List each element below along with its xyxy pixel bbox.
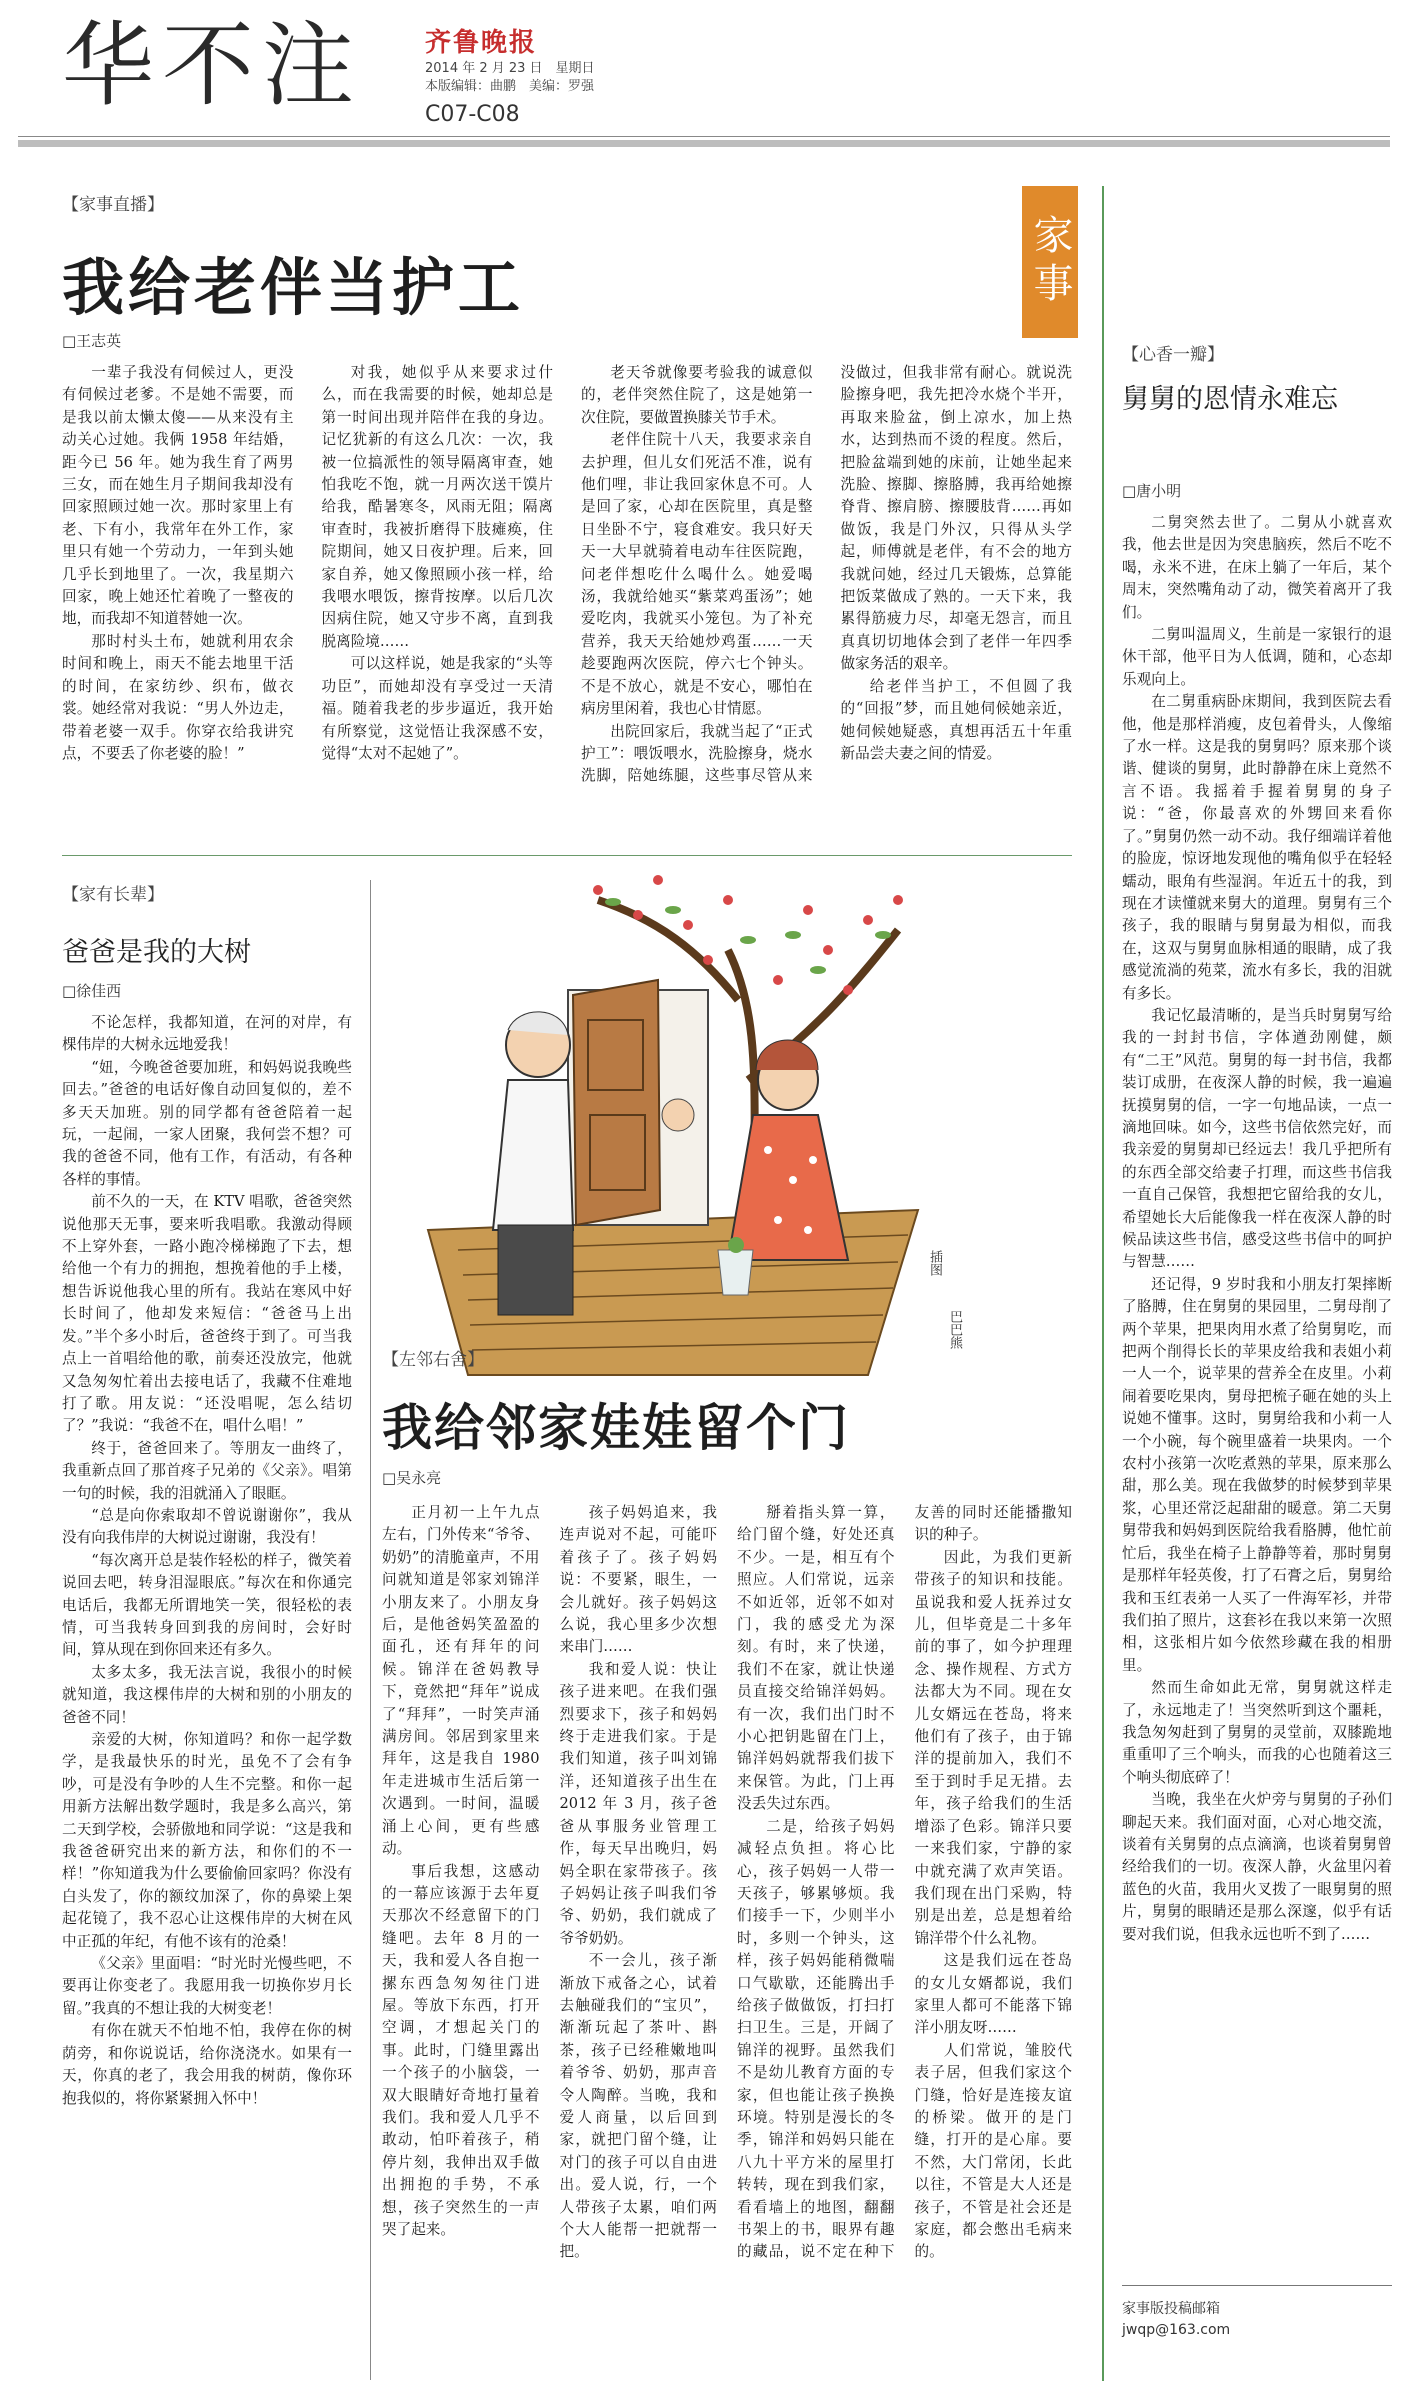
illustration-credit-name: 巴巴熊 [947,1310,962,1349]
page-range: C07-C08 [425,102,520,127]
article3-para: 正月初一上午九点左右，门外传来“爷爷、奶奶”的清脆童声，不用问就知道是邻家刘锦洋小朋友来了。小朋友身后，是他爸妈笑盈盈的面孔，还有拜年的问候。锦洋在爸妈教导下，竟然把“拜年”说成了“拜拜”，一时笑声涌满房间。邻居到家里来拜年，这是我自 1980 年走进城市生活后第一次遇到。一时间，温暖涌上心间，更有些感动。 [382,1504,540,1858]
article2-para: 前不久的一天，在 KTV 唱歌，爸爸突然说他那天无事，要来听我唱歌。我激动得顾不上穿外套，一路小跑冷梯梯跑了下去，想给他一个有力的拥抱，想挽着他的手上楼，想告诉说他我心里的所有。我站在寒风中好长时间了，他却发来短信：“爸爸马上出发。”半个多小时后，爸爸终于到了。可当我点上一首唱给他的歌，前奏还没放完，他就又急匆匆忙着出去接电话了，我藏不住难地打了歌。用友说：“还没唱呢，怎么结切了？”我说：“我爸不在，唱什么唱！” [62,1193,352,1435]
article3-para: 因此，为我们更新带孩子的知识和技能。虽说我和爱人抚养过女儿，但毕竟是二十多年前的事了，如今护理理念、操作规程、方式方法都大为不同。现在女儿女婿远在苍岛，将来他们有了孩子，由于锦洋的提前加入，我们不至于到时手足无措。去年，孩子给我们的生活增添了色彩。锦洋只要一来我们家，宁静的家中就充满了欢声笑语。我们现在出门采购，特别是出差，总是想着给锦洋带个什么礼物。 [914,1548,1072,1947]
article1-para: 那时村头土布，她就利用农余时间和晚上，雨天不能去地里干活的时间，在家纺纱、织布，做衣裳。她经常对我说：“男人外边走，带着老婆一双手。你穿衣给我讲究点，不要丢了你老婆的脸！” [62,632,294,762]
article4-para: 然而生命如此无常，舅舅就这样走了，永远地走了！当突然听到这个噩耗，我急匆匆赶到了舅舅的灵堂前，双膝跪地重重叩了三个响头，而我的心也随着这三个响头彻底碎了！ [1122,1679,1392,1786]
article3-column-tag: 【左邻右舍】 [382,1350,484,1370]
article2-para: “妞，今晚爸爸要加班，和妈妈说我晚些回去。”爸爸的电话好像自动回复似的，差不多天天加班。别的同学都有爸爸陪着一起玩，一起闹，一家人团聚，我何尝不想？可我的爸爸不同，他有工作，有活动，有各种各样的事情。 [62,1058,352,1188]
article3-para: 孩子妈妈追来，我连声说对不起，可能吓着孩子了。孩子妈妈说：不要紧，眼生，一会儿就好。孩子妈妈这么说，我心里多少次想来串门…… [559,1504,717,1656]
article3-byline: □吴永亮 [382,1469,442,1487]
masthead-bar [18,140,1390,147]
article3-para: 这是我们远在苍岛的女儿女婿都说，我们家里人都可不能落下锦洋小朋友呀…… [914,1952,1072,2037]
contact-label: 家事版投稿邮箱 [1122,2301,1220,2317]
article3-para: 我和爱人说：快让孩子进来吧。在我们强烈要求下，孩子和妈妈终于走进我们家。于是我们知道，孩子叫刘锦洋，还知道孩子出生在 2012 年 3 月，孩子爸爸从事服务业管理工作，每天早出晚归，妈妈全职在家带孩子。孩子妈妈让孩子叫我们爷爷、奶奶，我们就成了爷爷奶奶。 [559,1660,717,1947]
article1-para: 老天爷就像要考验我的诚意似的，老伴突然住院了，这是她第一次住院，要做置换膝关节手术。 [581,364,813,426]
article4-para: 还记得，9 岁时我和小朋友打架摔断了胳膊，住在舅舅的果园里，二舅母削了两个苹果，把果肉用水煮了给舅舅吃，而把两个削得长长的苹果皮给我和表姐小莉一人一个，说苹果的营养全在皮里。小莉闹着要吃果肉，舅母把梳子砸在她的头上说她不懂事。这时，舅舅给我和小莉一人一个小碗，每个碗里盛着一块果肉。一个农村小孩第一次吃煮熟的苹果，原来那么甜，那么美。现在我做梦的时候梦到苹果浆，心里还常泛起甜甜的暖意。第二天舅舅带我和妈妈到医院给我看胳膊，他忙前忙后，我坐在椅子上静静等着，那时舅舅是那样年轻英俊，打了石膏之后，舅舅给我和玉红表弟一人买了一件海军衫，并带我们拍了照片，这套衫在我以来第一次照相，这张相片如今依然珍藏在我的相册里。 [1122,1275,1392,1674]
article2-column-tag: 【家有长辈】 [62,885,164,905]
article4-column-tag: 【心香一瓣】 [1122,345,1224,365]
article2-divider [370,880,371,2380]
article2-byline: □徐佳西 [62,982,122,1000]
article2-para: “总是向你索取却不曾说谢谢你”，我从没有向我伟岸的大树说过谢谢，我没有！ [62,1506,352,1547]
article4-para: 二舅突然去世了。二舅从小就喜欢我，他去世是因为突患脑疾，然后不吃不喝，永米不进，在床上躺了一年后，某个周末，突然嘴角动了动，微笑着离开了我们。 [1122,514,1392,621]
article1-para: 一辈子我没有伺候过人，更没有伺候过老爹。不是她不需要，而是我以前太懒太傻——从来没有主动关心过她。我俩 1958 年结婚，距今已 56 年。她为我生育了两男三女，而在她生月子期间我却没有回家照顾过她一次。那时家里上有老、下有小，我常年在外工作，家里只有她一个劳动力，一年到头她几乎长到地里了。一次，我星期六回家，晚上她还忙着晚了一整夜的地，而我却不知道替她一次。 [62,364,294,628]
article1-para: 出院回家后，我就当起了“正式护工”：喂饭喂水，洗脸擦身，烧水洗脚，陪她练腿，这些事尽管从来没做过，但我非常有耐心。就说洗脸擦身吧，我先把冷水烧个半开，再取来脸盆，倒上凉水，加上热水，达到热而不烫的程度。然后，把脸盆端到她的床前，让她坐起来洗脸、擦脚、擦胳膊，我再给她擦脊背、擦肩膀、擦腰肢背……再如做饭，我是门外汉，只得从头学起，师傅就是老伴，有不会的地方我就问她，经过几天锻炼，总算能把饭菜做成了熟的。一天下来，我累得筋疲力尽，却毫无怨言，而且真真切切地体会到了老伴一年四季做家务活的艰辛。 [581,364,1072,785]
article2-para: 终于，爸爸回来了。等朋友一曲终了，我重新点回了那首疼子兄弟的《父亲》。唱第一句的时候，我的泪就涌入了眼眶。 [62,1439,352,1502]
article2-para: 太多太多，我无法言说，我很小的时候就知道，我这棵伟岸的大树和别的小朋友的爸爸不同！ [62,1663,352,1726]
article1-para: 对我，她似乎从来要求过什么，而在我需要的时候，她却总是第一时间出现并陪伴在我的身边。记忆犹新的有这么几次：一次，我被一位搞派性的领导隔离审查，她怕我吃不饱，就一月两次送干馍片给我，酷暑寒冬，风雨无阻；隔离审查时，我被折磨得下肢瘫痪，住院期间，她又日夜护理。后来，回家自养，她又像照顾小孩一样，给我喂水喂饭，擦背按摩。以后几次因病住院，她又守步不离，直到我脱离险境…… [321,364,553,650]
family-illustration [398,830,958,1390]
column-divider [1102,186,1104,2381]
article2-para: “每次离开总是装作轻松的样子，微笑着说回去吧，转身泪湿眼底。”每次在和你通完电话后，我都无所谓地笑一笑，很轻松的表情，可当我转身回到我的房间时，会好时间，算从现在到你回来还有多久。 [62,1551,352,1659]
article2-para: 有你在就天不怕地不怕，我停在你的树荫旁，和你说说话，给你浇浇水。如果有一天，你真的老了，我会用我的树荫，像你环抱我似的，将你紧紧拥入怀中！ [62,2022,352,2107]
article1-byline: □王志英 [62,332,122,350]
article4-para: 二舅叫温周义，生前是一家银行的退休干部，他平日为人低调，随和，心态却乐观向上。 [1122,626,1392,688]
illustration-art [398,830,958,1390]
article3-para: 事后我想，这感动的一幕应该源于去年夏天那次不经意留下的门缝吧。去年 8 月的一天，我和爱人各自抱一摞东西急匆匆往门进屋。等放下东西，打开空调，才想起关门的事。此时，门缝里露出一个孩子的小脑袋，一双大眼睛好奇地打量着我们。我和爱人几乎不敢动，怕吓着孩子，稍停片刻，我伸出双手做出拥抱的手势，不承想，孩子突然生的一声哭了起来。 [382,1862,540,2238]
article2-para: 《父亲》里面唱：“时光时光慢些吧，不要再让你变老了。我愿用我一切换你岁月长留。”我真的不想让我的大树变老！ [62,1955,352,2017]
section-badge: 家事 [1022,186,1078,338]
article2-para: 不论怎样，我都知道，在河的对岸，有棵伟岸的大树永远地爱我！ [62,1014,352,1054]
article3-para: 掰着指头算一算，给门留个缝，好处还真不少。一是，相互有个照应。人们常说，远亲不如近邻，近邻不如对门，我的感受尤为深刻。有时，来了快递，我们不在家，就让快递员直接交给锦洋妈妈。有一次，我们出门时不小心把钥匙留在门上，锦洋妈妈就帮我们拔下来保管。为此，门上再没丢失过东西。 [737,1504,895,1813]
article2-body [62,1012,352,2352]
masthead-rule [18,136,1390,137]
issue-date: 2014 年 2 月 23 日 星期日 [425,61,595,76]
article2-headline: 爸爸是我的大树 [62,937,251,968]
illustration-credit-label: 插图 [927,1250,942,1276]
article4-para: 当晚，我坐在火炉旁与舅舅的子孙们聊起天来。我们面对面，心对心地交流，谈着有关舅舅的点点滴滴，也谈着舅舅曾经给我们的一切。夜深人静，火盆里闪着蓝色的火苗，我用火叉拨了一眼舅舅的照片，舅舅的眼睛还是那么深邃，似乎有话要对我们说，但我永远也听不到了…… [1122,1791,1392,1943]
article4-para: 我记忆最清晰的，是当兵时舅舅写给我的一封封书信，字体遒劲刚健，颇有“二王”风范。舅舅的每一封书信，我都装订成册，在夜深人静的时候，我一遍遍抚摸舅舅的信，一字一句地品读，一点一滴地回味。如今，这些书信依然完好，而我亲爱的舅舅却已经远去！我几乎把所有的东西全部交给妻子打理，而这些书信我一直自己保管，我想把它留给我的女儿，希望她长大后能像我一样在夜深人静的时候品读这些书信，感受这些书信中的呵护与智慧…… [1122,1006,1392,1271]
article2-para: 亲爱的大树，你知道吗？和你一起学数学，是我最快乐的时光，虽免不了会有争吵，可是没有争吵的人生不完整。和你一起用新方法解出数学题时，我是多么高兴，第二天到学校，会骄傲地和同学说：“这是我和我爸爸研究出来的新方法，和你们的不一样！”你知道我为什么要偷偷回家吗？你没有白头发了，你的额纹加深了，你的鼻梁上架起花镜了，我不忍心让这棵伟岸的大树在风中正孤的年纪，有他不该有的沧桑！ [62,1731,352,1950]
article4-byline: □唐小明 [1122,482,1182,500]
article3-body [382,1502,1072,2372]
contact-divider [1122,2285,1392,2286]
masthead-meta [425,60,595,96]
editor-credit: 本版编辑：曲鹏 美编：罗强 [425,79,595,94]
article1-para: 给老伴当护工，不但圆了我的“回报”梦，而且她伺候她亲近，她伺候她疑惑，真想再活五十年重新品尝夫妻之间的情爱。 [840,677,1072,762]
article4-body [1122,512,1392,2272]
article1-column-tag: 【家事直播】 [62,195,164,215]
article1-headline: 我给老伴当护工 [62,251,525,324]
article4-headline: 舅舅的恩情永难忘 [1122,384,1338,415]
article3-para: 不一会儿，孩子渐渐放下戒备之心，试着去触碰我们的“宝贝”，渐渐玩起了茶叶、斟茶，孩子已经稚嫩地叫着爷爷、奶奶，那声音令人陶醉。当晚，我和爱人商量，以后回到家，就把门留个缝，让对门的孩子可以自由进出。爱人说，行，一个人带孩子太累，咱们两个大人能帮一把就帮一把。 [559,1952,717,2261]
article1-body [62,362,1072,802]
article1-para: 可以这样说，她是我家的“头等功臣”，而她却没有享受过一天清福。随着我老的步步逼近，我开始有所察觉，这觉悟让我深感不安，觉得“太对不起她了”。 [321,655,553,762]
article3-para: 二是，给孩子妈妈减轻点负担。将心比心，孩子妈妈一人带一天孩子，够累够烦。我们接手一下，少则半小时，多则一个钟头，这样，孩子妈妈能稍微喘口气歇歇，还能腾出手给孩子做做饭，打扫打扫卫生。三是，开阔了锦洋的视野。虽然我们不是幼儿教育方面的专家，但也能让孩子换换环境。特别是漫长的冬季，锦洋和妈妈只能在八九十平方米的屋里打转转，现在到我们家，看看墙上的地图，翻翻书架上的书，眼界有趣的藏品，说不定在种下友善的同时还能播撒知识的种子。 [737,1504,1072,2261]
article4-para: 在二舅重病卧床期间，我到医院去看他，他是那样消瘦，皮包着骨头，人像缩了水一样。这是我的舅舅吗？原来那个谈谐、健谈的舅舅，此时静静在床上竟然不言不语。我摇着手握着舅舅的身子说：“爸，你最喜欢的外甥回来看你了。”舅舅仍然一动不动。我仔细端详着他的脸庞，惊讶地发现他的嘴角似乎在轻轻蠕动，眼角有些湿润。年近五十的我，到现在才读懂就来舅大的道理。舅舅有三个孩子，我的眼睛与舅舅最为相似，而我在，这双与舅舅血脉相通的眼睛，成了我感觉流淌的苑菜，流水有多长，我的泪就有多长。 [1122,693,1392,1002]
article3-para: 人们常说，雏胶代表子居，但我们家这个门缝，恰好是连接友谊的桥梁。做开的是门缝，打开的是心扉。要不然，大门常闭，长此以往，不管是大人还是孩子，不管是社会还是家庭，都会憋出毛病来的。 [914,2041,1072,2261]
article1-para: 老伴住院十八天，我要求亲自去护理，但儿女们死活不准，说有他们哩，非让我回家休息不可。人是回了家，心却在医院里，真是整日坐卧不宁，寝食难安。我只好天天一大早就骑着电动车往医院跑，问老伴想吃什么喝什么。她爱喝汤，我就给她买“紫菜鸡蛋汤”；她爱吃肉，我就买小笼包。为了补充营养，我天天给她炒鸡蛋……一天趁要跑两次医院，停六七个钟头。不是不放心，就是不安心，哪怕在病房里闲着，我也心甘情愿。 [581,431,813,718]
article3-headline: 我给邻家娃娃留个门 [382,1399,850,1457]
paper-logo: 齐鲁晚报 [425,28,538,58]
contact-email: jwqp@163.com [1122,2322,1231,2338]
masthead-title: 华不注 [62,12,363,119]
